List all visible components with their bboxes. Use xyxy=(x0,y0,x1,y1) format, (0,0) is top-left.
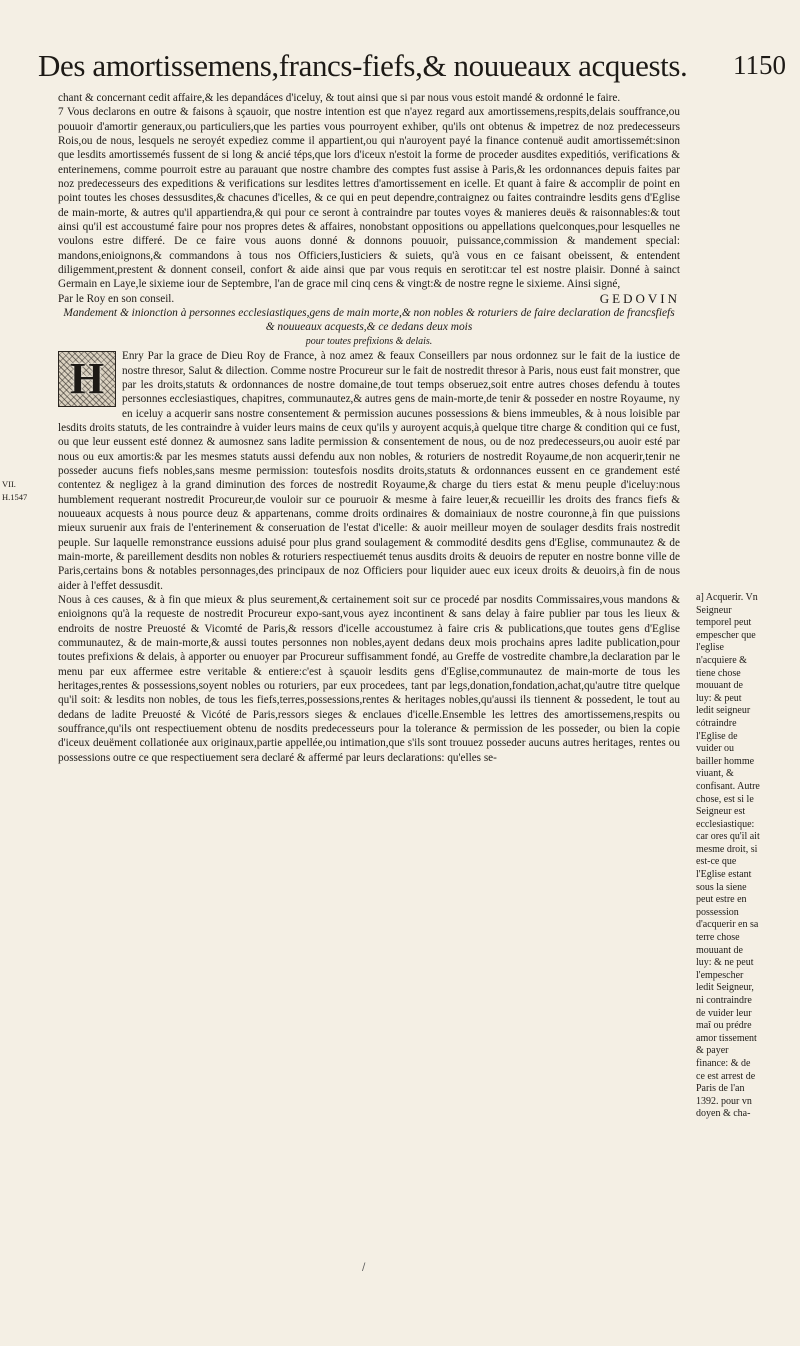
running-header xyxy=(26,48,786,94)
rubric-text: Mandement & inionction à personnes ecclesiastiques,gens de main morte,& non nobles & roturiers de faire declaration de francsfiefs & nouueaux acquests,& ce dedans deux mois xyxy=(63,307,675,334)
margin-date: H.1547 xyxy=(2,492,28,502)
signature-line xyxy=(58,292,680,306)
footer-mark: / xyxy=(362,1262,366,1273)
folio-number: 1150 xyxy=(733,50,786,80)
main-text-column xyxy=(58,91,680,765)
chapter-text-1: Enry Par la grace de Dieu Roy de France, à noz amez & feaux Conseillers par nous ordonnez sur le fait de la iustice de nostre thresor, Salut & dilection. Comme nostre Procureur sur le fait de nostredit thresor à Paris, nous eust fait monstrer, que par les droits,statuts & ordonnances de nostre domaine,de tout temps obseruez,soit entre autres choses defendu à toutes personnes ecclesiastiques, chapitres, communautez,& autres gens de main-morte,de tenir & posseder en nostre Royaume, ny en iceluy a acquerir sans nostre consentement & permission aucunes possessions & biens immeubles, & à nous loisible par lesdits droits statuts, de les contraindre à vuider leurs mains de ceux qu'ils y auroyent acquis,à quelque titre charge & condition qui ce fust, ou que leur eussent esté donnez & aumosnez sans ladite permission & consentement de nous, ou de noz predecesseurs,ou auoir esté par nous ou eux amortis:& par les mesmes statuts aussi defendu aux non nobles, & roturiers de nostredit Royaume,de non acquerir,tenir ne posseder aucuns fiefs nobles,sans mesme permission: toutesfois nosdits droits,statuts & ordonnances eussent en ce grandement esté contentez & negligez à la grand diminution des forces de nostredit Royaume,& charge du tiers estat & menu peuple d'iceluy:nous humblement requerant nostredit Procureur,de vouloir sur ce pouruoir & mesme à faire leuer,& recueillir les droits des francs fiefs & nouueaux acquests à nous pource deuz & appartenans, comme droits ordinaires & domainiaux de nostre couronne,à fin que puissions mieux suruenir aux frais de l'enterinement & conseruation de l'estat d'icelle: & auoir meilleur moyen de soulager desdits frais nostredit peuple. Sur laquelle remonstrance eussions aduisé pour plus grand soulagement & commodité desdits gens d'Eglise, communautez & de main-morte, & pareillement desdits non nobles & roturiers respectiuemét tenus ausdits droits & deuoirs de reputer en nostre bonne ville de Paris,certains bons & notables personnages,des principaux de noz Officiers pour liquider auec eux iceux droits & deuoirs,à fin de nous aider à l'effet dessusdit. xyxy=(58,350,680,592)
right-margin-annotation: a] Acquerir. Vn Seigneur temporel peut empescher que l'eglise n'acquiere & tiene chose mouuant de luy: & peut ledit seigneur cótraindre l'Eglise de vuider ou bailler homme viuant, & confisant. Autre chose, est si le Seigneur est ecclesiastique: car ores qu'il ait mesme droit, si est-ce que l'Eglise estant sous la siene peut estre en possession d'acquerir en sa terre chose mouuant de luy: & ne peut l'empescher ledit Seigneur, ni contraindre de vuider leur maî ou prédre amor tissement & payer finance: & de ce est arrest de Paris de l'an 1392. pour vn doyen & cha- xyxy=(696,592,760,1120)
rubric-subline: pour toutes prefixions & delais. xyxy=(305,336,433,348)
paragraph-article-7: 7 Vous declarons en outre & faisons à sçauoir, que nostre intention est que n'ayez regard aux amortissemens,respits,delais souffrance,ou pouuoir d'amortir generaux,ou particuliers,que les parties vous pourroyent exhiber, qu'ils ont obtenus & impetrez de noz predecesseurs Rois,ou de nous, lesquels ne seroyét expediez comme il appartient,ou qui n'auroyent payé la finance contenuë audit amortissemét:sinon que lesdits amortissemés fussent de si long & ancié téps,que lors d'iceux n'estoit la forme de proceder ausdites expeditiós, verifications & enterinemens, comme pourroit estre au parauant que nostre chambre des comptes fust assise à Paris,& les ordonnances depuis faites par noz predecesseurs des expeditions & verifications sur lesdites lettres d'amortissement en icelle. Et quant à faire & accomplir de point en point toutes les choses dessusdites,& chacunes d'icelles, & ce qui en peut dependre,contraignez ou faites contraindre lesdits gens d'Eglise de main-morte, & autres qu'il appartiendra,& qui pour ce seront à contraindre par toutes voyes & manieres deuës & raisonnables:& tout ainsi qu'il est accoustumé faire pour nos propres detes & affaires, nonobstant oppositions ou appellations quelconques,pour lesquelles ne voulons estre differé. De ce faire vous auons donné & donnons pouuoir, puissance,commission & mandement special: mandons,enioignons,& commandons à tous nos Officiers,Iusticiers & suiets, qu'à vous en ce faisant obeissent, & entendent diligemment,prestent & donnent conseil, confort & aide ainsi que par vous requis en serotit:car tel est nostre plaisir. Donné à sainct Germain en Laye,le sixieme iour de Septembre, l'an de grace mil cinq cens & vingt:& de nostre regne le sixieme. Ainsi signé, xyxy=(58,106,680,291)
section-rubric xyxy=(58,306,680,349)
chapter-paragraph-1 xyxy=(58,349,680,593)
signature-authority: Par le Roy en son conseil. xyxy=(58,292,175,305)
initial-letter: H xyxy=(69,353,105,403)
left-margin-note xyxy=(2,478,50,504)
signatory-name: GEDOVIN xyxy=(599,290,680,306)
paragraph-continuation: chant & concernant cedit affaire,& les depandáces d'iceluy, & tout ainsi que si par nous vous estoit mandé & ordonné le faire. xyxy=(58,92,621,104)
page-title: Des amortissemens,francs-fiefs,& nouueaux acquests. xyxy=(38,48,688,83)
decorated-initial xyxy=(58,351,116,407)
chapter-paragraph-2: Nous à ces causes, & à fin que mieux & plus seurement,& certainement soit sur ce procedé par nosdits Commissaires,vous mandons & enioignons qu'à la requeste de nostredit Procureur expo-sant,vous ayez incontinent & sans delay à faire publier par tous les lieux & endroits de nostre Preuosté & Vicomté de Paris,& ressors d'icelle accoustumez à faire cris & publications,que toutes gens d'Eglise communautez, & de main-morte,& aussi toutes personnes non nobles,ayent dedans deux mois prochains apres ladite publication,pour toutes prefixions & delais, à apporter ou enuoyer par Procureur suffisamment fondé, au Greffe de vostredite chambre,la declaration par le menu par eux affermee estre veritable & entiere:c'est à sçauoir lesdits gens d'Eglise,communautez de main-morte de tous les heritages,rentes & possessions,soyent nobles ou roturiers, par eux procedees, tant par legs,donation,fondation,achat,qu'autre titre quelque qu'il soit: & lesdits non nobles, de tous les fiefs,terres,possessions,rentes & heritages nobles,qu'aussi ils tiennent & possedent, le tout au dedans de ladite Preuosté & Vicóté de Paris,ressors sieges & enclaues d'icelle.Ensemble les lettres des amortissemens,respits ou souffrance,qu'ils ont respectiuement obtenu de nosdits predecesseurs pour la tolerance & permission de les posseder, ou bien la copie d'iceux deuëment collationée aux originaux,partie appellée,ou intimation,que s'ils sont trouuez posseder aucuns autres heritages, rentes ou possessions outre ce que respectiuement sera declaré & affermé par leurs declarations: qu'elles se- xyxy=(58,594,680,764)
section-number: VII. xyxy=(2,479,16,489)
